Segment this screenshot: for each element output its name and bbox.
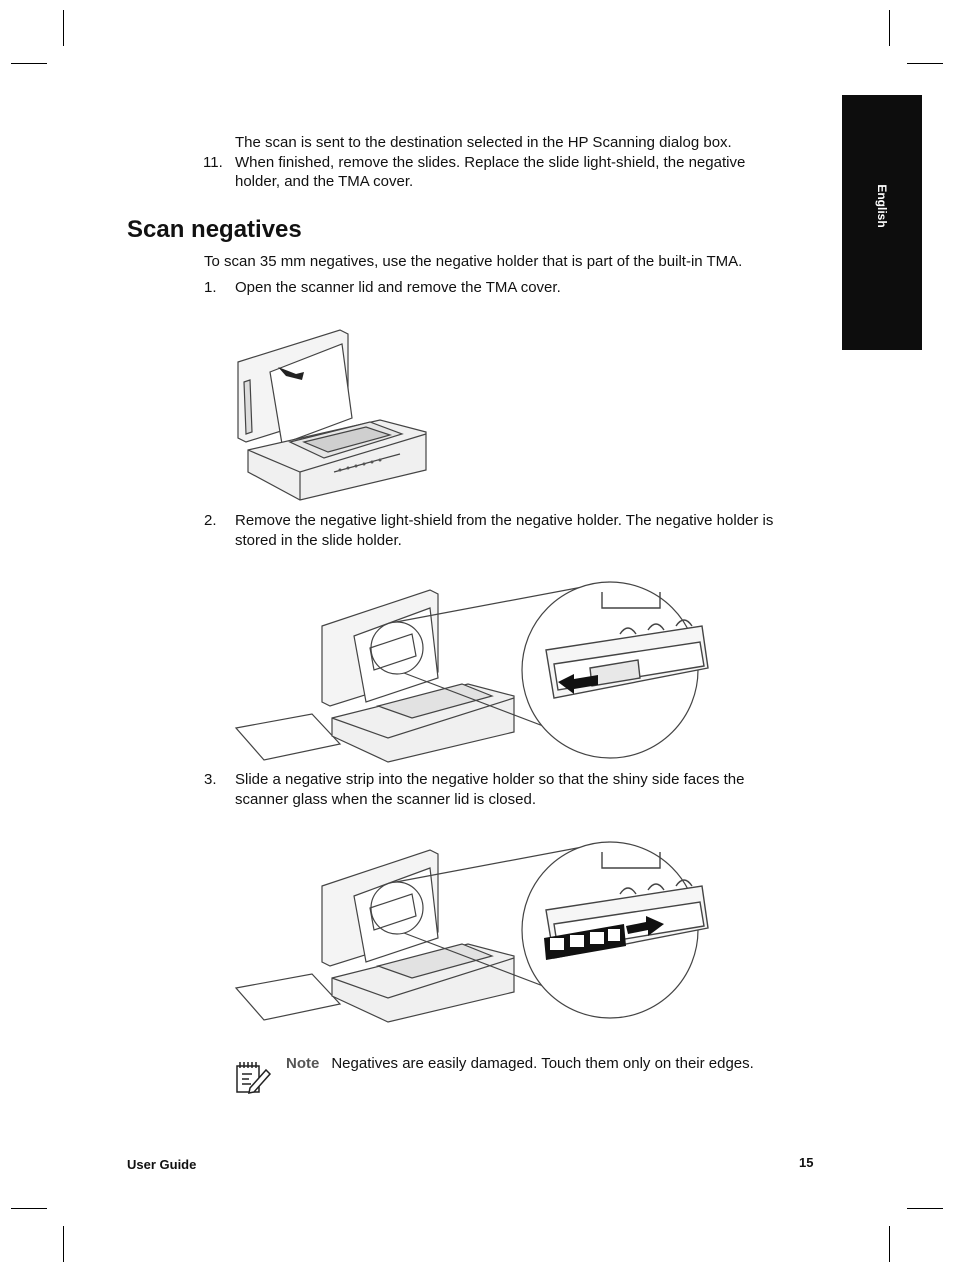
language-tab [842, 95, 922, 350]
step1-line1: Open the scanner lid and remove the TMA cover. [235, 279, 561, 296]
step11-line1: When finished, remove the slides. Replace the slide light-shield, the negative [235, 154, 746, 171]
footer-title: User Guide [127, 1157, 197, 1172]
section-intro: To scan 35 mm negatives, use the negative holder that is part of the built-in TMA. [204, 253, 743, 270]
crop-mark [11, 1208, 47, 1209]
step2-number: 2. [204, 512, 217, 529]
crop-mark [11, 63, 47, 64]
note-label: Note [286, 1055, 320, 1072]
page-number: 15 [799, 1155, 814, 1170]
crop-mark [907, 1208, 943, 1209]
step11-line2: holder, and the TMA cover. [235, 173, 414, 190]
step11-number: 11. [203, 154, 223, 171]
crop-mark [889, 10, 890, 46]
note [286, 1054, 754, 1074]
crop-mark [907, 63, 943, 64]
step2-line1: Remove the negative light-shield from the negative holder. The negative holder is [235, 512, 774, 529]
step1-number: 1. [204, 279, 217, 296]
crop-mark [889, 1226, 890, 1262]
insert-negative-strip-illustration [232, 838, 717, 1026]
step3-number: 3. [204, 771, 217, 788]
section-title: Scan negatives [127, 216, 302, 243]
language-tab-label: English [875, 184, 889, 228]
note-text: Negatives are easily damaged. Touch them only on their edges. [331, 1055, 754, 1072]
crop-mark [63, 1226, 64, 1262]
scanner-open-lid-illustration [230, 322, 435, 507]
step3-line1: Slide a negative strip into the negative holder so that the shiny side faces the [235, 771, 745, 788]
step2-line2: stored in the slide holder. [235, 532, 402, 549]
step10-continuation: The scan is sent to the destination selected in the HP Scanning dialog box. [235, 134, 732, 151]
step3-line2: scanner glass when the scanner lid is closed. [235, 791, 536, 808]
remove-light-shield-illustration [232, 578, 717, 766]
note-icon [234, 1058, 272, 1096]
crop-mark [63, 10, 64, 46]
